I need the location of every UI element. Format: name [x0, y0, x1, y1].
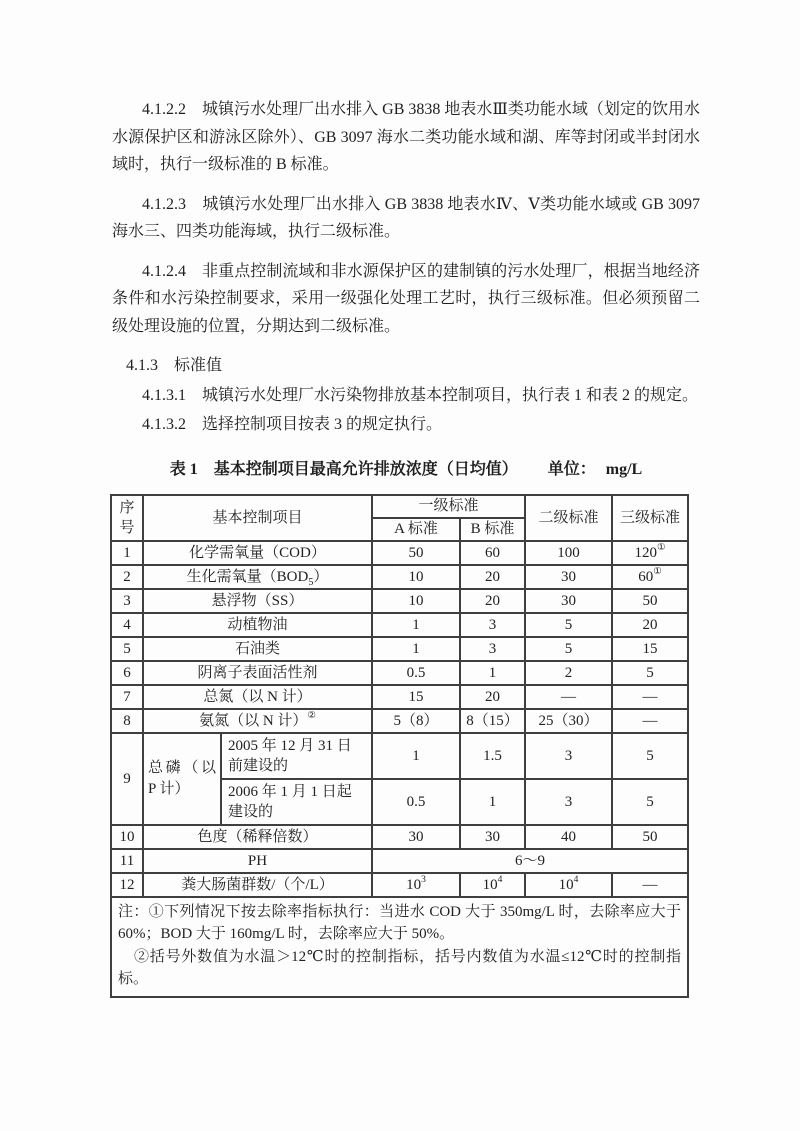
- cell-grade1b: 1.5: [460, 733, 525, 779]
- cell-item: 粪大肠菌群数/（个/L）: [143, 873, 372, 897]
- table-row-2-bod5: [111, 565, 688, 589]
- cell-item: PH: [143, 849, 372, 873]
- cell-item: [143, 565, 372, 589]
- table-row-11-ph: [111, 849, 688, 873]
- table-row-12-fecal-coliform: [111, 873, 688, 897]
- cell-grade1b: 3: [460, 637, 525, 661]
- table-notes: [111, 897, 688, 997]
- cell-grade1b: 20: [460, 565, 525, 589]
- cell-grade1b: 60: [460, 541, 525, 565]
- value-exponent: 3: [421, 874, 426, 885]
- cell-grade1b: 1: [460, 661, 525, 685]
- cell-grade1b: 20: [460, 685, 525, 709]
- cell-item: 悬浮物（SS）: [143, 589, 372, 613]
- cell-seq: 1: [111, 541, 143, 565]
- cell-grade2: 25（30）: [525, 709, 612, 733]
- cell-grade3: —: [612, 873, 688, 897]
- cell-grade2: [525, 873, 612, 897]
- cell-condition-built-before-2005-12-31: 2005 年 12 月 31 日前建设的: [221, 733, 372, 779]
- value-exponent: 4: [497, 874, 503, 885]
- table-notes-row: [111, 897, 688, 997]
- header-grade1: 一级标准: [372, 495, 525, 518]
- para-4-1-2-3: 4.1.2.3 城镇污水处理厂出水排入 GB 3838 地表水Ⅳ、Ⅴ类功能水域或 GB 3097 海水三、四类功能海域，执行二级标准。: [112, 195, 700, 240]
- cell-grade3: 5: [612, 733, 688, 779]
- cell-item-total-phosphorus: 总磷（以 P 计）: [143, 733, 221, 825]
- cell-grade3: 20: [612, 613, 688, 637]
- para-4-1-2-2: 4.1.2.2 城镇污水处理厂出水排入 GB 3838 地表水Ⅲ类功能水域（划定的饮用水水源保护区和游泳区除外）、GB 3097 海水二类功能水域和湖、库等封闭或半封闭水域时，执行一级标准的 B 标准。: [112, 101, 700, 173]
- cell-item: [143, 709, 372, 733]
- cell-condition-built-from-2006-01-01: 2006 年 1 月 1 日起建设的: [221, 779, 372, 825]
- value-base: 10: [406, 876, 422, 893]
- cell-grade1b: 8（15）: [460, 709, 525, 733]
- table-row-4-animal-vegetable-oil: [111, 613, 688, 637]
- cell-grade1a: 1: [372, 733, 460, 779]
- item-text: ）: [313, 568, 329, 585]
- footnote-ref-1: ①: [653, 566, 662, 577]
- para-4-1-2-4: 4.1.2.4 非重点控制流域和非水源保护区的建制镇的污水处理厂，根据当地经济条件和水污染控制要求，采用一级强化处理工艺时，执行三级标准。但必须预留二级处理设施的位置，分期达到二级标准。: [112, 262, 700, 335]
- cell-item: 石油类: [143, 637, 372, 661]
- bod-subscript: 5: [308, 576, 314, 588]
- table-row-8-ammonia-nitrogen: [111, 709, 688, 733]
- table-1-title: 表 1 基本控制项目最高允许排放浓度（日均值）: [169, 460, 518, 478]
- cell-grade3: 5: [612, 779, 688, 825]
- item-text: 氨氮（以 N 计）: [199, 712, 308, 729]
- cell-grade3: —: [612, 709, 688, 733]
- cell-grade1a: [372, 873, 460, 897]
- cell-grade1b: [460, 873, 525, 897]
- cell-grade1b: 3: [460, 613, 525, 637]
- cell-grade2: 30: [525, 589, 612, 613]
- cell-grade3: 50: [612, 825, 688, 849]
- cell-seq: 10: [111, 825, 143, 849]
- table-row-3-ss: [111, 589, 688, 613]
- cell-item: 化学需氧量（COD）: [143, 541, 372, 565]
- cell-item: 色度（稀释倍数）: [143, 825, 372, 849]
- header-grade2: 二级标准: [525, 495, 612, 541]
- cell-grade1a: 15: [372, 685, 460, 709]
- cell-grade2: —: [525, 685, 612, 709]
- cell-seq: 2: [111, 565, 143, 589]
- cell-grade1a: 0.5: [372, 661, 460, 685]
- cell-grade3: 15: [612, 637, 688, 661]
- cell-seq: 4: [111, 613, 143, 637]
- cell-grade3-value: 120: [634, 544, 658, 561]
- cell-grade3: —: [612, 685, 688, 709]
- table-row-9-total-phosphorus-pre2006: [111, 733, 688, 779]
- value-base: 10: [558, 876, 574, 893]
- table-row-5-petroleum: [111, 637, 688, 661]
- header-grade3: 三级标准: [612, 495, 688, 541]
- table-row-6-anionic-surfactant: [111, 661, 688, 685]
- cell-grade3: 5: [612, 661, 688, 685]
- cell-grade1b: 20: [460, 589, 525, 613]
- header-grade1-a: A 标准: [372, 518, 460, 541]
- cell-item: 总氮（以 N 计）: [143, 685, 372, 709]
- cell-grade1b: 30: [460, 825, 525, 849]
- table-row-1-cod: [111, 541, 688, 565]
- table-1-unit-value: mg/L: [605, 460, 643, 478]
- cell-grade3: [612, 565, 688, 589]
- footnote-ref-2: ②: [307, 710, 316, 721]
- para-4-1-3-1: 4.1.3.1 城镇污水处理厂水污染物排放基本控制项目，执行表 1 和表 2 的规定。: [142, 386, 699, 404]
- cell-grade1a: 50: [372, 541, 460, 565]
- footnote-ref-1: ①: [657, 542, 666, 553]
- cell-seq: 12: [111, 873, 143, 897]
- table-row-7-total-nitrogen: [111, 685, 688, 709]
- table-header-row-1: [111, 495, 688, 518]
- cell-grade1a: 30: [372, 825, 460, 849]
- cell-seq: 8: [111, 709, 143, 733]
- cell-seq: 7: [111, 685, 143, 709]
- cell-grade2: 5: [525, 637, 612, 661]
- value-base: 10: [482, 876, 498, 893]
- cell-item: 动植物油: [143, 613, 372, 637]
- table-1-unit-label: 单位：: [547, 460, 596, 478]
- cell-grade1a: 10: [372, 589, 460, 613]
- note-1: 注：①下列情况下按去除率指标执行：当进水 COD 大于 350mg/L 时，去除率应大于 60%；BOD 大于 160mg/L 时，去除率应大于 50%。: [118, 903, 682, 942]
- cell-seq: 5: [111, 637, 143, 661]
- cell-grade2: 100: [525, 541, 612, 565]
- cell-grade2: 5: [525, 613, 612, 637]
- table-1-basic-control-items: [110, 494, 689, 998]
- document-content: [112, 96, 700, 998]
- value-exponent: 4: [573, 874, 579, 885]
- cell-seq: 3: [111, 589, 143, 613]
- cell-grade2: 2: [525, 661, 612, 685]
- table-row-10-chroma: [111, 825, 688, 849]
- cell-seq: 6: [111, 661, 143, 685]
- cell-ph-range: 6～9: [372, 849, 688, 873]
- cell-grade3-value: 60: [638, 568, 654, 585]
- cell-grade1b: 1: [460, 779, 525, 825]
- cell-grade1a: 0.5: [372, 779, 460, 825]
- cell-item: 阴离子表面活性剂: [143, 661, 372, 685]
- cell-grade2: 3: [525, 733, 612, 779]
- para-4-1-3-2: 4.1.3.2 选择控制项目按表 3 的规定执行。: [142, 416, 443, 433]
- cell-grade2: 30: [525, 565, 612, 589]
- cell-grade3: 50: [612, 589, 688, 613]
- cell-grade2: 3: [525, 779, 612, 825]
- cell-grade1a: 1: [372, 637, 460, 661]
- cell-grade1a: 1: [372, 613, 460, 637]
- item-text: 生化需氧量（BOD: [186, 568, 309, 585]
- cell-seq: 9: [111, 733, 143, 825]
- table-1-caption: [112, 456, 700, 483]
- cell-grade3: [612, 541, 688, 565]
- heading-4-1-3: 4.1.3 标准值: [126, 357, 223, 374]
- cell-grade1a: 10: [372, 565, 460, 589]
- note-2: ②括号外数值为水温＞12℃时的控制指标，括号内数值为水温≤12℃时的控制指标。: [118, 948, 682, 987]
- cell-grade2: 40: [525, 825, 612, 849]
- cell-grade1a: 5（8）: [372, 709, 460, 733]
- header-grade1-b: B 标准: [460, 518, 525, 541]
- header-item: 基本控制项目: [143, 495, 372, 541]
- cell-seq: 11: [111, 849, 143, 873]
- header-seq-no: 序号: [111, 495, 143, 541]
